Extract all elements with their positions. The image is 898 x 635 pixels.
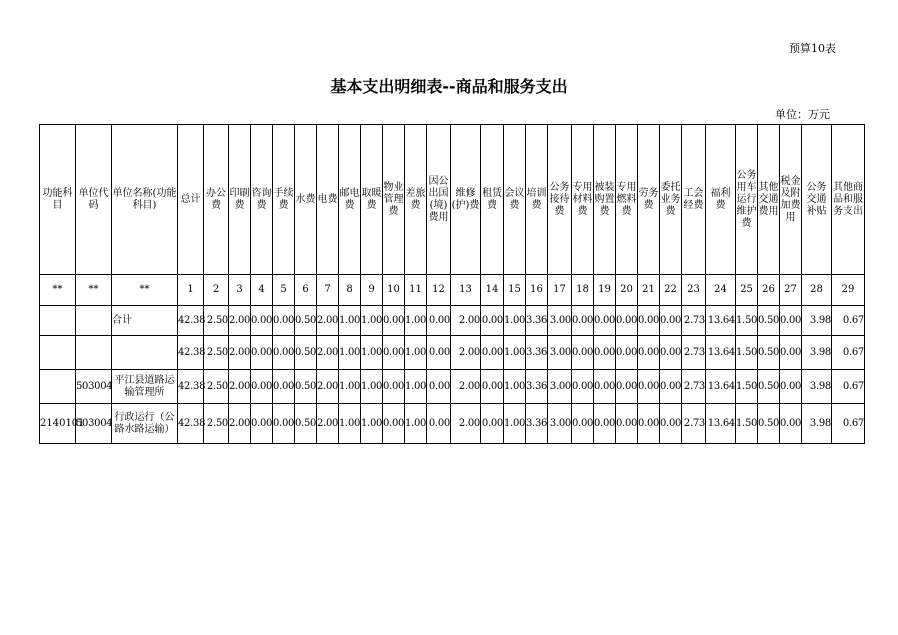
value-cell: 0.50: [758, 370, 780, 404]
value-cell: 0.67: [832, 404, 865, 444]
value-cell: 1.00: [504, 370, 526, 404]
value-cell: 0.00: [481, 370, 504, 404]
value-cell: 0.00: [251, 370, 273, 404]
table-row: [40, 306, 865, 336]
index-cell: 9: [361, 275, 383, 306]
value-cell: 0.50: [295, 336, 317, 370]
index-cell: **: [76, 275, 112, 306]
unit-code-cell: [76, 336, 112, 370]
index-cell: **: [40, 275, 76, 306]
column-header: 其他交通费用: [758, 125, 780, 275]
value-cell: 0.00: [638, 336, 660, 370]
value-cell: 0.00: [572, 404, 594, 444]
value-cell: 0.00: [251, 306, 273, 336]
value-cell: 1.00: [339, 306, 361, 336]
value-cell: 3.36: [526, 404, 548, 444]
value-cell: 2.00: [229, 404, 251, 444]
value-cell: 0.00: [594, 370, 616, 404]
value-cell: 1.00: [361, 370, 383, 404]
index-cell: 22: [660, 275, 682, 306]
value-cell: 0.00: [616, 336, 638, 370]
value-cell: 0.00: [616, 404, 638, 444]
index-cell: 16: [526, 275, 548, 306]
index-cell: 10: [383, 275, 405, 306]
column-header: 物业管理费: [383, 125, 405, 275]
index-cell: 7: [317, 275, 339, 306]
value-cell: 1.00: [361, 306, 383, 336]
value-cell: 2.00: [229, 336, 251, 370]
value-cell: 1.00: [339, 404, 361, 444]
value-cell: 1.00: [339, 336, 361, 370]
value-cell: 0.50: [295, 370, 317, 404]
index-row: [40, 275, 865, 306]
column-header: 税金及附加费用: [780, 125, 802, 275]
value-cell: 0.00: [572, 306, 594, 336]
expense-detail-table: [39, 124, 865, 444]
value-cell: 1.50: [736, 336, 758, 370]
value-cell: 2.00: [451, 336, 481, 370]
index-cell: 5: [273, 275, 295, 306]
value-cell: 0.00: [780, 336, 802, 370]
value-cell: 42.38: [178, 370, 204, 404]
value-cell: 0.00: [273, 336, 295, 370]
value-cell: 1.00: [339, 370, 361, 404]
column-header: 邮电费: [339, 125, 361, 275]
value-cell: 42.38: [178, 336, 204, 370]
value-cell: 3.98: [802, 306, 832, 336]
index-cell: 3: [229, 275, 251, 306]
value-cell: 3.98: [802, 404, 832, 444]
value-cell: 0.00: [427, 306, 451, 336]
index-cell: 24: [706, 275, 736, 306]
value-cell: 3.98: [802, 336, 832, 370]
column-header: 公务用车运行维护费: [736, 125, 758, 275]
value-cell: 0.00: [481, 306, 504, 336]
index-cell: 25: [736, 275, 758, 306]
column-header: 取暖费: [361, 125, 383, 275]
index-cell: 29: [832, 275, 865, 306]
function-code-cell: [40, 370, 76, 404]
value-cell: 0.67: [832, 306, 865, 336]
value-cell: 0.00: [594, 404, 616, 444]
value-cell: 1.00: [361, 336, 383, 370]
value-cell: 2.00: [451, 370, 481, 404]
value-cell: 0.00: [427, 370, 451, 404]
value-cell: 1.00: [504, 404, 526, 444]
column-header: 专用材料费: [572, 125, 594, 275]
column-header: 被装购置费: [594, 125, 616, 275]
value-cell: 1.00: [405, 336, 427, 370]
value-cell: 3.00: [548, 306, 572, 336]
value-cell: 2.00: [451, 404, 481, 444]
header-row: [40, 125, 865, 275]
value-cell: 1.00: [405, 404, 427, 444]
value-cell: 2.73: [682, 336, 706, 370]
column-header: 功能科目: [40, 125, 76, 275]
value-cell: 13.64: [706, 336, 736, 370]
index-cell: 27: [780, 275, 802, 306]
value-cell: 1.50: [736, 404, 758, 444]
column-header: 维修(护)费: [451, 125, 481, 275]
value-cell: 0.00: [383, 404, 405, 444]
value-cell: 0.00: [273, 404, 295, 444]
value-cell: 0.00: [427, 336, 451, 370]
value-cell: 0.00: [572, 336, 594, 370]
value-cell: 0.00: [780, 370, 802, 404]
index-cell: 15: [504, 275, 526, 306]
value-cell: 2.00: [317, 370, 339, 404]
index-cell: **: [112, 275, 178, 306]
column-header: 专用燃料费: [616, 125, 638, 275]
page-title: 基本支出明细表--商品和服务支出: [330, 77, 568, 96]
column-header: 单位代码: [76, 125, 112, 275]
table-row: [40, 404, 865, 444]
value-cell: 0.50: [295, 404, 317, 444]
value-cell: 1.50: [736, 306, 758, 336]
index-cell: 13: [451, 275, 481, 306]
value-cell: 0.00: [481, 336, 504, 370]
value-cell: 13.64: [706, 404, 736, 444]
unit-code-cell: 503004: [76, 404, 112, 444]
function-code-cell: 2140101: [40, 404, 76, 444]
value-cell: 2.73: [682, 404, 706, 444]
index-cell: 23: [682, 275, 706, 306]
value-cell: 0.00: [383, 336, 405, 370]
value-cell: 0.00: [638, 306, 660, 336]
value-cell: 0.67: [832, 370, 865, 404]
value-cell: 0.00: [638, 404, 660, 444]
column-header: 印刷费: [229, 125, 251, 275]
value-cell: 0.00: [481, 404, 504, 444]
value-cell: 0.00: [273, 306, 295, 336]
table-row: [40, 336, 865, 370]
value-cell: 0.00: [616, 306, 638, 336]
column-header: 电费: [317, 125, 339, 275]
index-cell: 17: [548, 275, 572, 306]
value-cell: 1.00: [504, 336, 526, 370]
index-cell: 28: [802, 275, 832, 306]
value-cell: 0.00: [594, 336, 616, 370]
value-cell: 0.00: [638, 370, 660, 404]
column-header: 其他商品和服务支出: [832, 125, 865, 275]
index-cell: 18: [572, 275, 594, 306]
unit-name-cell: [112, 336, 178, 370]
column-header: 劳务费: [638, 125, 660, 275]
value-cell: 42.38: [178, 404, 204, 444]
column-header: 手续费: [273, 125, 295, 275]
function-code-cell: [40, 306, 76, 336]
column-header: 福利费: [706, 125, 736, 275]
column-header: 差旅费: [405, 125, 427, 275]
value-cell: 2.00: [229, 306, 251, 336]
column-header: 单位名称(功能科目): [112, 125, 178, 275]
unit-name-cell: 行政运行（公路水路运输）: [112, 404, 178, 444]
value-cell: 3.36: [526, 370, 548, 404]
value-cell: 0.50: [758, 336, 780, 370]
column-header: 工会经费: [682, 125, 706, 275]
column-header: 培训费: [526, 125, 548, 275]
value-cell: 0.00: [660, 370, 682, 404]
unit-name-cell: 平江县道路运输管理所: [112, 370, 178, 404]
value-cell: 2.50: [204, 370, 229, 404]
column-header: 因公出国(境)费用: [427, 125, 451, 275]
table-number-note: 预算10表: [789, 42, 836, 55]
column-header: 水费: [295, 125, 317, 275]
value-cell: 0.00: [780, 404, 802, 444]
value-cell: 1.50: [736, 370, 758, 404]
value-cell: 0.00: [251, 404, 273, 444]
value-cell: 0.00: [251, 336, 273, 370]
value-cell: 3.36: [526, 336, 548, 370]
value-cell: 0.00: [660, 336, 682, 370]
index-cell: 21: [638, 275, 660, 306]
index-cell: 14: [481, 275, 504, 306]
index-cell: 4: [251, 275, 273, 306]
value-cell: 0.50: [295, 306, 317, 336]
value-cell: 2.50: [204, 336, 229, 370]
index-cell: 6: [295, 275, 317, 306]
value-cell: 1.00: [405, 306, 427, 336]
column-header: 会议费: [504, 125, 526, 275]
index-cell: 11: [405, 275, 427, 306]
value-cell: 2.73: [682, 306, 706, 336]
value-cell: 0.50: [758, 404, 780, 444]
value-cell: 2.00: [317, 336, 339, 370]
value-cell: 2.50: [204, 404, 229, 444]
value-cell: 2.73: [682, 370, 706, 404]
value-cell: 2.00: [229, 370, 251, 404]
value-cell: 1.00: [361, 404, 383, 444]
value-cell: 3.00: [548, 336, 572, 370]
index-cell: 2: [204, 275, 229, 306]
table-row: [40, 370, 865, 404]
value-cell: 1.00: [405, 370, 427, 404]
value-cell: 2.50: [204, 306, 229, 336]
index-cell: 20: [616, 275, 638, 306]
column-header: 咨询费: [251, 125, 273, 275]
value-cell: 0.00: [660, 404, 682, 444]
unit-name-cell: 合计: [112, 306, 178, 336]
unit-code-cell: [76, 306, 112, 336]
value-cell: 3.00: [548, 404, 572, 444]
value-cell: 0.00: [572, 370, 594, 404]
value-cell: 0.00: [616, 370, 638, 404]
column-header: 公务接待费: [548, 125, 572, 275]
value-cell: 13.64: [706, 306, 736, 336]
value-cell: 2.00: [317, 306, 339, 336]
index-cell: 26: [758, 275, 780, 306]
value-cell: 0.00: [383, 306, 405, 336]
value-cell: 1.00: [504, 306, 526, 336]
value-cell: 3.36: [526, 306, 548, 336]
unit-label: 单位：万元: [775, 108, 830, 121]
value-cell: 0.00: [273, 370, 295, 404]
column-header: 总计: [178, 125, 204, 275]
index-cell: 19: [594, 275, 616, 306]
value-cell: 0.00: [427, 404, 451, 444]
value-cell: 0.00: [383, 370, 405, 404]
value-cell: 0.00: [660, 306, 682, 336]
column-header: 公务交通补贴: [802, 125, 832, 275]
value-cell: 42.38: [178, 306, 204, 336]
unit-code-cell: 503004: [76, 370, 112, 404]
value-cell: 0.67: [832, 336, 865, 370]
column-header: 委托业务费: [660, 125, 682, 275]
index-cell: 8: [339, 275, 361, 306]
value-cell: 0.00: [780, 306, 802, 336]
index-cell: 1: [178, 275, 204, 306]
value-cell: 13.64: [706, 370, 736, 404]
index-cell: 12: [427, 275, 451, 306]
value-cell: 2.00: [317, 404, 339, 444]
column-header: 办公费: [204, 125, 229, 275]
value-cell: 0.00: [594, 306, 616, 336]
function-code-cell: [40, 336, 76, 370]
value-cell: 2.00: [451, 306, 481, 336]
value-cell: 3.98: [802, 370, 832, 404]
value-cell: 0.50: [758, 306, 780, 336]
column-header: 租赁费: [481, 125, 504, 275]
value-cell: 3.00: [548, 370, 572, 404]
